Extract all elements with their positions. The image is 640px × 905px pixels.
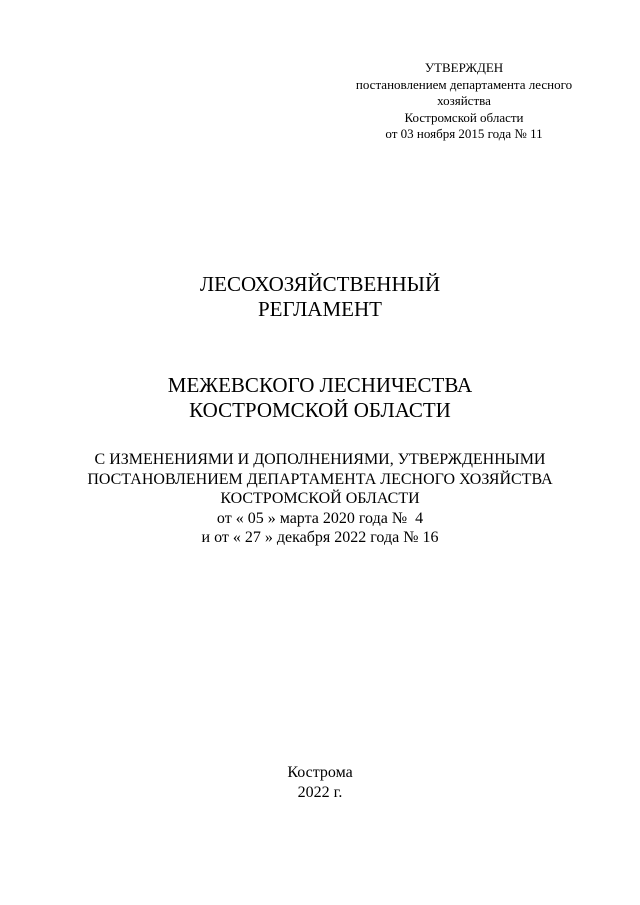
approval-line: хозяйства (437, 93, 491, 108)
footer-city: Кострома (287, 764, 353, 781)
amendments-line: ПОСТАНОВЛЕНИЕМ ДЕПАРТАМЕНТА ЛЕСНОГО ХОЗЯЙСТВА (87, 470, 553, 488)
amendments-date: и от « 27 » декабря 2022 года № 16 (201, 529, 439, 546)
approval-stamp (330, 60, 598, 143)
amendments-date: от « 05 » марта 2020 года № 4 (216, 509, 424, 527)
forestry-line: МЕЖЕВСКОГО ЛЕСНИЧЕСТВА (167, 373, 473, 397)
amendments-line: КОСТРОМСКОЙ ОБЛАСТИ (220, 490, 420, 507)
approval-heading: УТВЕРЖДЕН (424, 60, 504, 75)
title-line: РЕГЛАМЕНТ (258, 297, 382, 321)
document-title (0, 272, 640, 322)
amendments-note (0, 450, 640, 548)
forestry-line: КОСТРОМСКОЙ ОБЛАСТИ (189, 398, 451, 422)
approval-line: постановлением департамента лесного (355, 76, 573, 92)
approval-line: Костромской области (404, 109, 524, 125)
footer-year: 2022 г. (297, 784, 343, 801)
amendments-line: С ИЗМЕНЕНИЯМИ И ДОПОЛНЕНИЯМИ, УТВЕРЖДЕННЫМИ (94, 451, 546, 468)
document-footer (0, 763, 640, 803)
approval-date: от 03 ноября 2015 года № 11 (385, 126, 543, 141)
forestry-name (0, 373, 640, 423)
title-line: ЛЕСОХОЗЯЙСТВЕННЫЙ (199, 272, 441, 296)
